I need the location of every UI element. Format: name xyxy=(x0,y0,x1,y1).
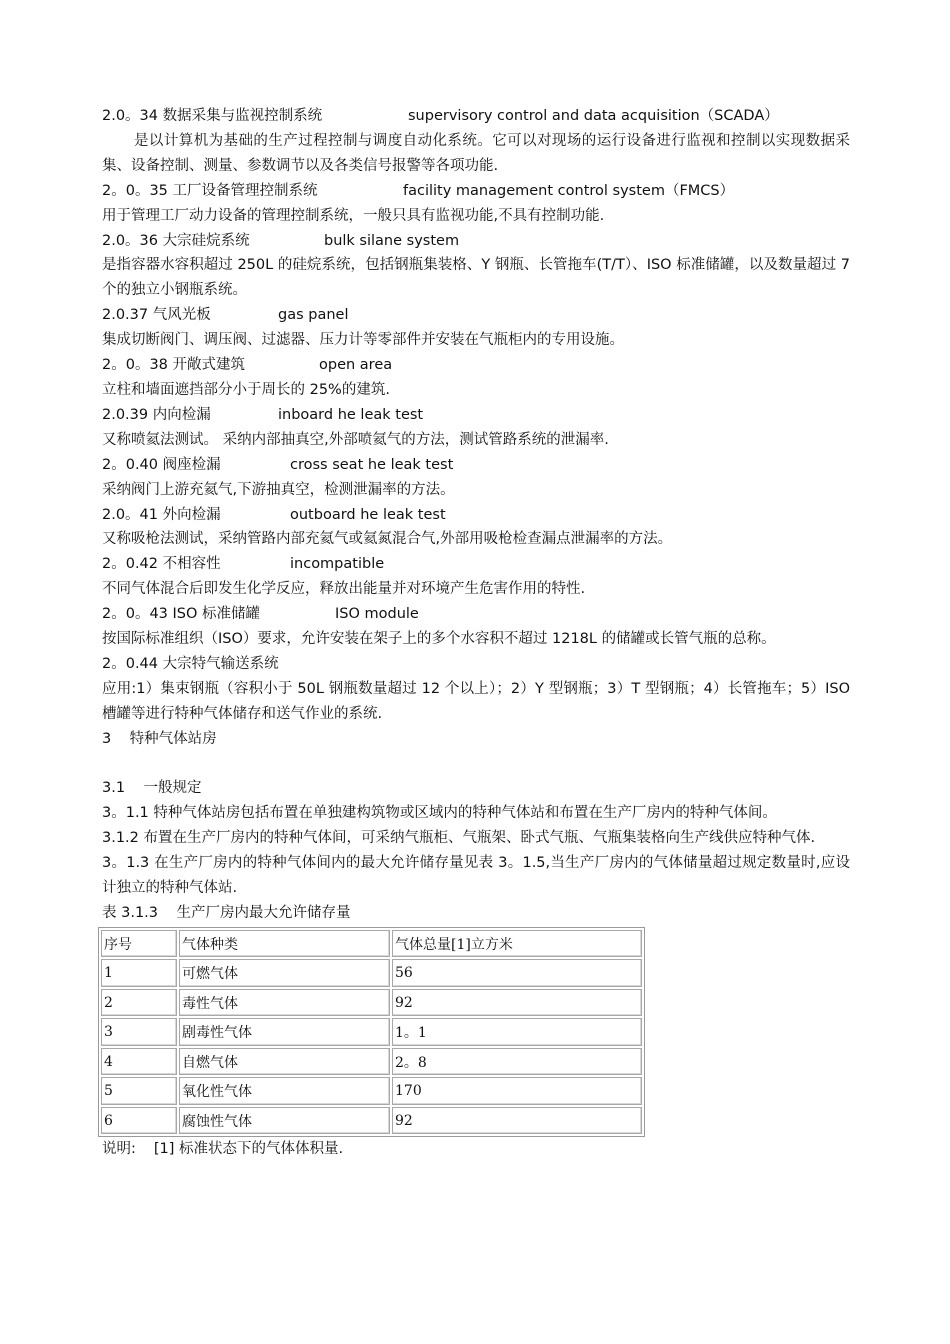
table-header-row xyxy=(101,930,642,958)
header-cell: 序号 xyxy=(101,930,177,958)
term-2-0-40 xyxy=(102,453,850,478)
term-title: 2.0。41 外向检漏 xyxy=(102,506,221,523)
term-definition: 立柱和墙面遮挡部分小于周长的 25%的建筑. xyxy=(102,381,390,398)
table-cell: 1。1 xyxy=(392,1018,642,1046)
table-caption: 表 3.1.3 生产厂房内最大允许储存量 xyxy=(102,904,351,921)
table-cell: 92 xyxy=(392,989,642,1017)
term-definition: 是以计算机为基础的生产过程控制与调度自动化系统。它可以对现场的运行设备进行监视和控制以实现数据采集、设备控制、测量、参数调节以及各类信号报警等各项功能. xyxy=(102,132,850,174)
term-english: supervisory control and data acquisition（SCADA） xyxy=(408,108,779,124)
term-definition: 不同气体混合后即发生化学反应，释放出能量并对环境产生危害作用的特性. xyxy=(102,581,586,598)
term-2-0-35 xyxy=(102,179,850,204)
term-title: 2。0.42 不相容性 xyxy=(102,556,221,573)
term-2-0-44: 2。0.44 大宗特气输送系统 xyxy=(102,655,279,672)
table-cell: 5 xyxy=(101,1077,177,1105)
term-definition: 是指容器水容积超过 250L 的硅烷系统，包括钢瓶集装格、Y 钢瓶、长管拖车(T/T）、ISO 标准储罐，以及数量超过 7 个的独立小钢瓶系统。 xyxy=(102,257,850,299)
table-cell: 剧毒性气体 xyxy=(179,1018,390,1046)
table-cell: 92 xyxy=(392,1107,642,1135)
header-cell: 气体总量[1]立方米 xyxy=(392,930,642,958)
chapter-heading: 3 特种气体站房 xyxy=(102,730,217,747)
term-title: 2。0。35 工厂设备管理控制系统 xyxy=(102,182,318,199)
term-definition: 用于管理工厂动力设备的管理控制系统，一般只具有监视功能,不具有控制功能. xyxy=(102,207,605,224)
term-2-0-38 xyxy=(102,353,850,378)
table-cell: 腐蚀性气体 xyxy=(179,1107,390,1135)
term-english: bulk silane system xyxy=(324,232,460,249)
term-english: inboard he leak test xyxy=(278,406,424,423)
term-2-0-42 xyxy=(102,552,850,577)
table-cell: 3 xyxy=(101,1018,177,1046)
term-english: facility management control system（FMCS） xyxy=(403,182,735,199)
table-cell: 2。8 xyxy=(392,1048,642,1076)
term-definition: 应用:1）集束钢瓶（容积小于 50L 钢瓶数量超过 12 个以上）；2）Y 型钢瓶；3）T 型钢瓶；4）长管拖车；5）ISO 槽罐等进行特种气体储存和送气作业的系统. xyxy=(102,680,850,722)
term-2-0-37 xyxy=(102,303,850,328)
section-heading: 3.1 一般规定 xyxy=(102,780,202,797)
term-english: incompatible xyxy=(290,556,385,573)
term-2-0-34 xyxy=(102,104,850,129)
table-cell: 6 xyxy=(101,1107,177,1135)
term-english: open area xyxy=(319,357,393,374)
table-cell: 2 xyxy=(101,989,177,1017)
term-2-0-41 xyxy=(102,503,850,528)
term-title: 2。0.40 阀座检漏 xyxy=(102,456,221,473)
table-row xyxy=(101,1048,642,1076)
note-label: 说明: xyxy=(102,1141,136,1158)
term-definition: 按国际标准组织（ISO）要求，允许安装在架子上的多个水容积不超过 1218L 的储罐或长管气瓶的总称。 xyxy=(102,631,776,648)
table-row xyxy=(101,1077,642,1105)
table-cell: 毒性气体 xyxy=(179,989,390,1017)
table-row xyxy=(101,1018,642,1046)
term-definition: 又称吸枪法测试，采纳管路内部充氦气或氦氮混合气,外部用吸枪检查漏点泄漏率的方法。 xyxy=(102,531,673,548)
storage-table xyxy=(98,927,645,1138)
term-2-0-43 xyxy=(102,602,850,627)
term-definition: 采纳阀门上游充氦气,下游抽真空，检测泄漏率的方法。 xyxy=(102,481,455,498)
clause-3-1-2: 3.1.2 布置在生产厂房内的特种气体间，可采纳气瓶柜、气瓶架、卧式气瓶、气瓶集装格向生产线供应特种气体. xyxy=(102,830,816,847)
term-title: 2.0。36 大宗硅烷系统 xyxy=(102,232,250,249)
note-text: [1] 标准状态下的气体体积量. xyxy=(153,1141,344,1158)
table-cell: 氧化性气体 xyxy=(179,1077,390,1105)
term-definition: 集成切断阀门、调压阀、过滤器、压力计等零部件并安装在气瓶柜内的专用设施。 xyxy=(102,332,624,349)
term-2-0-39 xyxy=(102,403,850,428)
table-cell: 自燃气体 xyxy=(179,1048,390,1076)
table-row xyxy=(101,959,642,987)
table-cell: 4 xyxy=(101,1048,177,1076)
header-cell: 气体种类 xyxy=(179,930,390,958)
blank-line xyxy=(102,752,850,777)
term-2-0-36 xyxy=(102,229,850,254)
table-cell: 170 xyxy=(392,1077,642,1105)
table-note xyxy=(102,1138,850,1160)
table-row xyxy=(101,1107,642,1135)
term-definition: 又称喷氦法测试。 采纳内部抽真空,外部喷氦气的方法，测试管路系统的泄漏率. xyxy=(102,431,609,448)
term-english: ISO module xyxy=(335,606,419,623)
term-title: 2。0。38 开敞式建筑 xyxy=(102,357,246,374)
term-title: 2.0.37 气风光板 xyxy=(102,307,211,324)
table-cell: 1 xyxy=(101,959,177,987)
term-english: cross seat he leak test xyxy=(290,456,454,473)
table-row xyxy=(101,989,642,1017)
term-title: 2.0.39 内向检漏 xyxy=(102,406,211,423)
term-english: outboard he leak test xyxy=(290,506,446,523)
term-title: 2.0。34 数据采集与监视控制系统 xyxy=(102,108,323,124)
clause-3-1-1: 3。1.1 特种气体站房包括布置在单独建构筑物或区域内的特种气体站和布置在生产厂房内的特种气体间。 xyxy=(102,805,777,822)
term-title: 2。0。43 ISO 标准储罐 xyxy=(102,606,261,623)
table-cell: 可燃气体 xyxy=(179,959,390,987)
document-page xyxy=(102,104,850,1175)
table-cell: 56 xyxy=(392,959,642,987)
term-english: gas panel xyxy=(278,307,349,324)
clause-3-1-3: 3。1.3 在生产厂房内的特种气体间内的最大允许储存量见表 3。1.5,当生产厂房内的气体储量超过规定数量时,应设计独立的特种气体站. xyxy=(102,855,850,897)
